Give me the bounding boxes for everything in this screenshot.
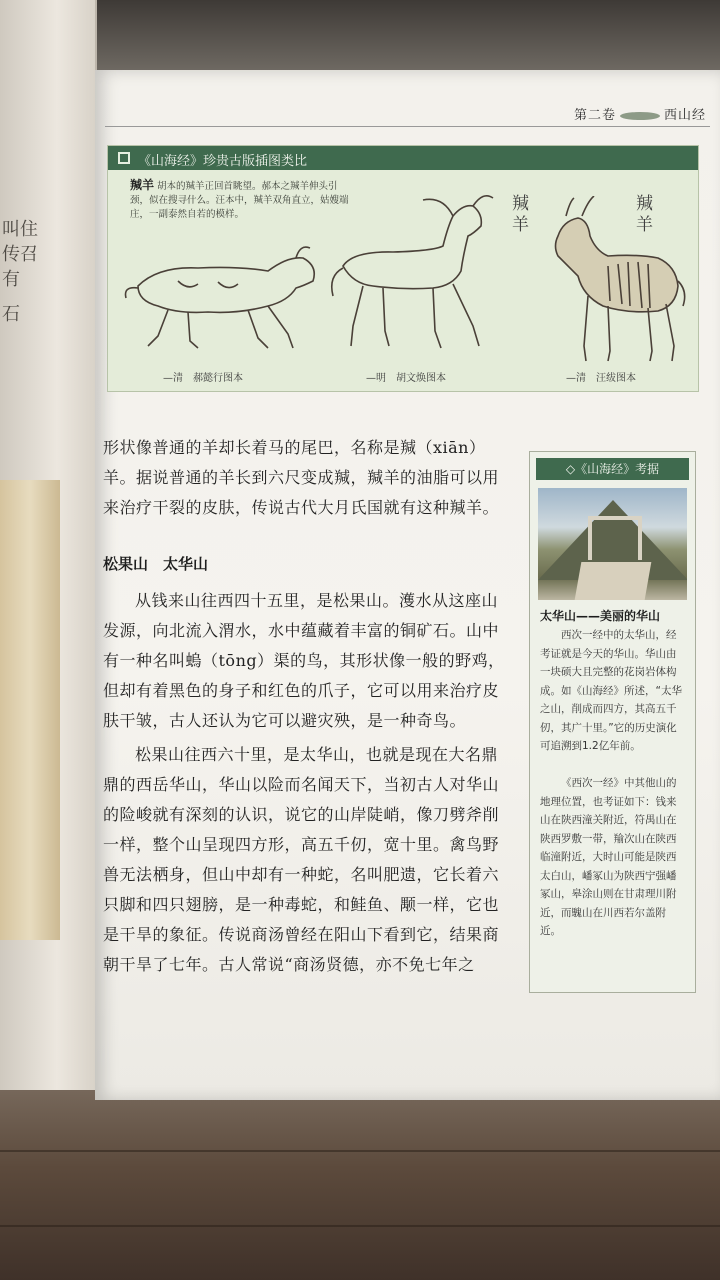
left-page-text: 传召 <box>2 244 38 265</box>
goat-illustration-wang <box>548 196 688 366</box>
photo-caption: 太华山——美丽的华山 <box>540 609 661 623</box>
sidebar-box <box>529 451 696 993</box>
caption-wang: —清 汪绂图本 <box>566 373 636 384</box>
header-divider <box>105 126 710 127</box>
path-shape <box>575 562 652 600</box>
panel-description <box>130 178 350 222</box>
illustration-label: 羬羊 <box>508 194 528 236</box>
left-page-text: 石 <box>2 304 20 325</box>
paragraph-2: 从钱来山往西四十五里，是松果山。濩水从这座山发源，向北流入渭水，水中蕴藏着丰富的铜矿石。山中有一种名叫螐（tōng）渠的鸟，其形状像一般的野鸡，但却有着黑色的身子和红色的爪子，它可以用来治疗皮肤干皱，古人还认为它可以避灾殃，是一种奇鸟。 <box>103 591 505 730</box>
sidebar-text-1: 西次一经中的太华山，经考证就是今天的华山。华山由一块硕大且完整的花岗岩体构成。如《山海经》所述，“太华之山，削成而四方，其高五千仞，其广十里。”它的历史演化可追溯到1.2亿年前。 <box>540 629 682 752</box>
chapter-label: 第二卷 <box>573 108 616 123</box>
goat-illustration-hu <box>323 186 498 356</box>
caption-hu: —明 胡文焕图本 <box>366 373 446 384</box>
panel-header <box>108 146 698 170</box>
illustration-panel <box>107 145 699 392</box>
goat-illustration-hao <box>118 226 328 356</box>
sidebar-title: ◇《山海经》考据 <box>536 458 689 480</box>
huashan-photo <box>538 488 687 600</box>
floor-seam <box>0 1150 720 1152</box>
section-title: 松果山 太华山 <box>103 555 209 573</box>
sidebar-text-2: 《西次一经》中其他山的地理位置，也考证如下：钱来山在陕西潼关附近，符禺山在陕西罗敷一带，羭次山在陕西临潼附近，大时山可能是陕西太白山，嶓冢山为陕西宁强嶓冢山，皋涂山则在甘肃理川附近，而騩山在川西若尔盖附近。 <box>540 777 677 937</box>
left-page-text: 有 <box>2 269 20 290</box>
panel-title: 《山海经》珍贵古版插图类比 <box>138 154 308 169</box>
panel-desc-text: 胡本的羬羊正回首眺望。郝本之羬羊伸头引颈，似在搜寻什么。汪本中，羬羊双角直立，姑嫂端庄，一副泰然自若的模样。 <box>130 181 349 220</box>
panel-desc-name: 羬羊 <box>130 178 155 192</box>
left-page-text: 叫住 <box>2 219 38 240</box>
gate-shape <box>588 516 642 560</box>
square-bullet-icon <box>118 152 130 164</box>
illustration-label: 羬羊 <box>632 194 652 236</box>
paragraph-3: 松果山往西六十里，是太华山，也就是现在大名鼎鼎的西岳华山，华山以险而名闻天下，当初古人对华山的险峻就有深刻的认识，说它的山岸陡峭，像刀劈斧削一样，整个山呈现四方形，高五千仞，宽十里。禽鸟野兽无法栖身，但山中却有一种蛇，名叫肥遗，它长着六只脚和四只翅膀，是一种毒蛇，和鲑鱼、颙一样，它也是干旱的象征。传说商汤曾经在阳山下看到它，结果商朝干旱了七年。古人常说“商汤贤德，亦不免七年之 <box>103 745 500 974</box>
left-page <box>0 0 97 1090</box>
paragraph-1: 形状像普通的羊却长着马的尾巴，名称是羬（xiān）羊。据说普通的羊长到六尺变成羬，羬羊的油脂可以用来治疗干裂的皮肤，传说古代大月氏国就有这种羬羊。 <box>103 438 500 517</box>
page-header <box>574 104 706 123</box>
ornament-icon <box>620 112 660 120</box>
floor-seam <box>0 1225 720 1227</box>
left-page-illustration <box>0 480 60 940</box>
book-page <box>95 70 720 1100</box>
chapter-title: 西山经 <box>663 108 706 123</box>
caption-hao: —清 郝懿行图本 <box>163 373 243 384</box>
